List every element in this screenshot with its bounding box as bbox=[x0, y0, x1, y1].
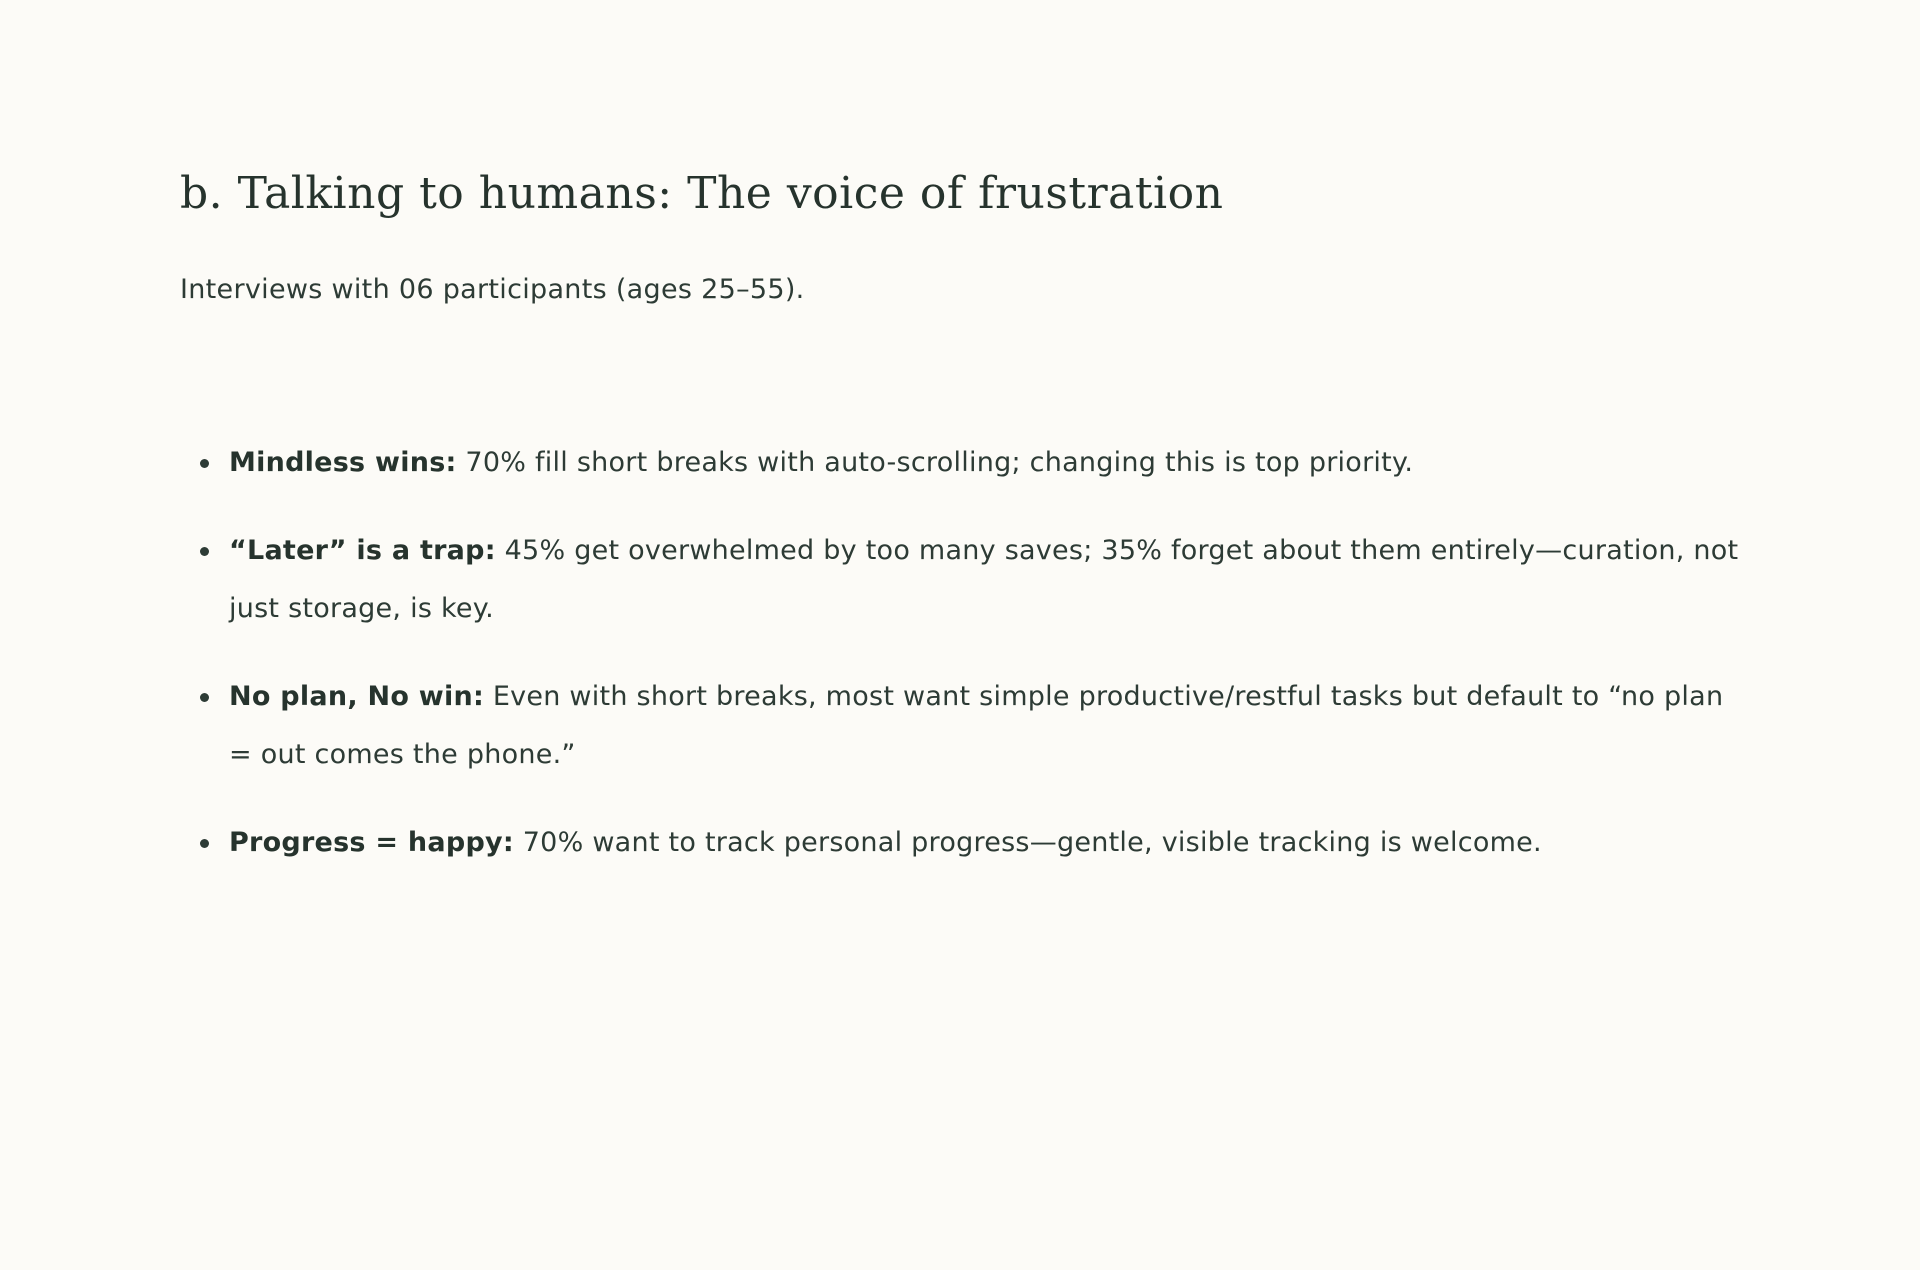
finding-label: Progress = happy: bbox=[229, 827, 514, 858]
section-title: b. Talking to humans: The voice of frustration bbox=[180, 168, 1224, 219]
finding-label: Mindless wins: bbox=[229, 447, 457, 478]
finding-item bbox=[180, 434, 1740, 492]
findings-list bbox=[180, 434, 1740, 872]
finding-item bbox=[180, 668, 1740, 784]
finding-label: No plan, No win: bbox=[229, 681, 484, 712]
finding-label: “Later” is a trap: bbox=[229, 535, 496, 566]
content-section bbox=[180, 160, 1740, 902]
finding-text: Even with short breaks, most want simple productive/restful tasks but default to “no plan = out comes the phone.” bbox=[229, 681, 1724, 770]
finding-text: 70% fill short breaks with auto-scrolling; changing this is top priority. bbox=[456, 447, 1414, 478]
bullet-icon bbox=[200, 693, 209, 702]
finding-item bbox=[180, 522, 1740, 638]
finding-text: 45% get overwhelmed by too many saves; 35% forget about them entirely—curation, not just storage, is key. bbox=[229, 535, 1739, 624]
section-subtitle: Interviews with 06 participants (ages 25–55). bbox=[180, 274, 805, 305]
bullet-icon bbox=[200, 547, 209, 556]
finding-text: 70% want to track personal progress—gentle, visible tracking is welcome. bbox=[513, 827, 1542, 858]
bullet-icon bbox=[200, 459, 209, 468]
bullet-icon bbox=[200, 839, 209, 848]
finding-item bbox=[180, 814, 1740, 872]
